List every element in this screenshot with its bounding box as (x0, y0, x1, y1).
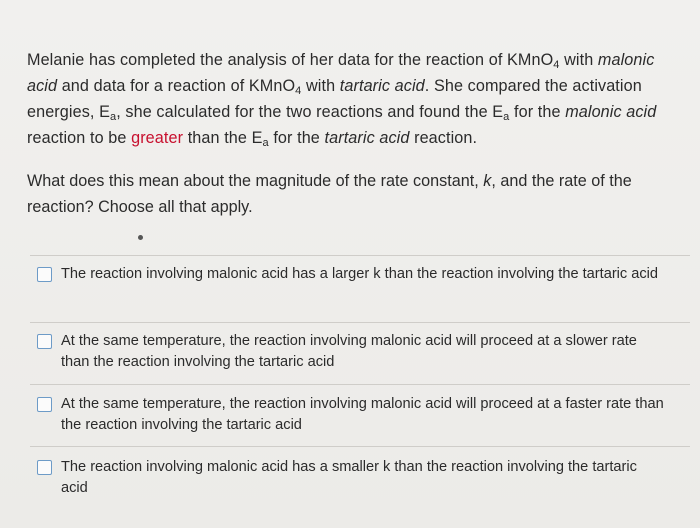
q-sub-3: a (110, 111, 117, 123)
option-label: The reaction involving malonic acid has a larger k than the reaction involving the tartaric acid (61, 266, 659, 282)
prompt-part-2: , and the rate of the reaction? Choose all that apply. (27, 172, 632, 216)
option-label: At the same temperature, the reaction involving malonic acid will proceed at a faster rate than the reaction involving the tartaric acid (61, 396, 664, 433)
q-text-2: with (559, 51, 598, 69)
q-text-9: than the E (183, 129, 263, 147)
q-text-5: . She compared the activation energies, E (27, 77, 642, 121)
q-sub-4: a (503, 111, 510, 123)
bullet-dot (138, 235, 143, 240)
option-slower-rate[interactable] (37, 331, 677, 373)
option-label: At the same temperature, the reaction involving malonic acid will proceed at a slower rate than the reaction involving the tartaric acid (61, 333, 637, 370)
q-italic-tartaric-2: tartaric acid (324, 129, 410, 147)
option-smaller-k[interactable] (37, 457, 677, 499)
divider (30, 322, 690, 323)
q-text-4: with (301, 77, 340, 95)
option-label: The reaction involving malonic acid has a smaller k than the reaction involving the tartaric acid (61, 459, 637, 496)
prompt-k: k (483, 172, 492, 190)
q-sub-1: 4 (553, 59, 560, 71)
checkbox-option-1[interactable] (37, 267, 52, 282)
checkbox-option-2[interactable] (37, 334, 52, 349)
checkbox-option-3[interactable] (37, 397, 52, 412)
q-text-11: reaction. (409, 129, 478, 147)
q-text-3: and data for a reaction of KMnO (57, 77, 296, 95)
q-text-10: for the (268, 129, 325, 147)
q-italic-malonic-1: malonic acid (27, 51, 655, 95)
divider (30, 255, 690, 256)
q-text-8: reaction to be (27, 129, 132, 147)
question-text (27, 47, 682, 151)
option-faster-rate[interactable] (37, 394, 677, 436)
q-text-6: , she calculated for the two reactions and found the E (116, 103, 504, 121)
prompt-part-1: What does this mean about the magnitude of the rate constant, (27, 172, 484, 190)
prompt-text (27, 168, 667, 220)
q-text-1: Melanie has completed the analysis of her data for the reaction of KMnO (27, 51, 554, 69)
divider (30, 446, 690, 447)
q-sub-2: 4 (295, 85, 302, 97)
q-italic-malonic-2: malonic acid (565, 103, 657, 121)
option-larger-k[interactable] (37, 264, 677, 285)
divider (30, 384, 690, 385)
q-text-7: for the (509, 103, 566, 121)
q-italic-tartaric-1: tartaric acid (339, 77, 425, 95)
q-sub-5: a (262, 137, 269, 149)
checkbox-option-4[interactable] (37, 460, 52, 475)
q-highlight-greater: greater (131, 129, 184, 147)
